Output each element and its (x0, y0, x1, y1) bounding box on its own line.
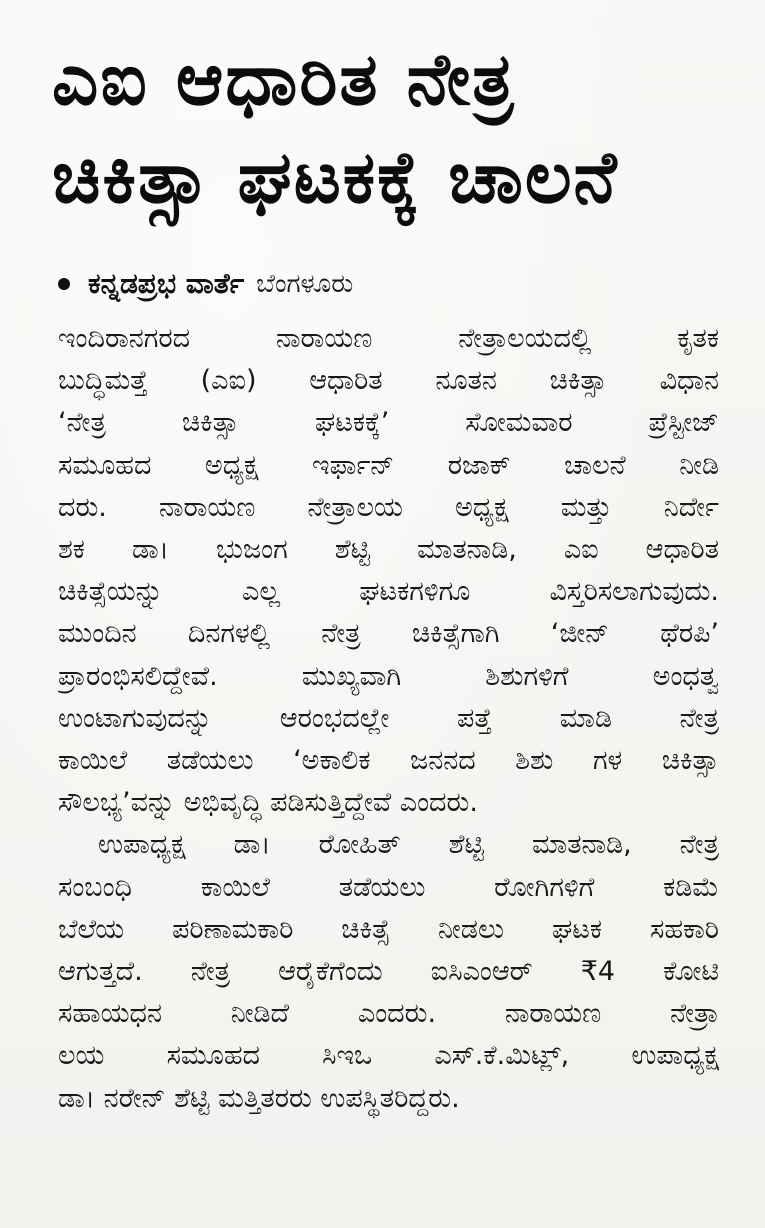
headline (52, 30, 735, 226)
byline (58, 264, 353, 304)
body-line: ಚಿಕಿತ್ಸೆಯನ್ನು ಎಲ್ಲ ಘಟಕಗಳಿಗೂ ವಿಸ್ತರಿಸಲಾಗುವುದು. (58, 576, 719, 608)
body-line: ಸಹಾಯಧನ ನೀಡಿದೆ ಎಂದರು. ನಾರಾಯಣ ನೇತ್ರಾ (58, 998, 719, 1030)
byline-source: ಕನ್ನಡಪ್ರಭ ವಾರ್ತೆ (88, 267, 245, 300)
body-line: ಬುದ್ಧಿಮತ್ತೆ (ಎಐ) ಆಧಾರಿತ ನೂತನ ಚಿಕಿತ್ಸಾ ವಿಧಾನ (58, 365, 719, 397)
body-line: ಮುಂದಿನ ದಿನಗಳಲ್ಲಿ ನೇತ್ರ ಚಿಕಿತ್ಸೆಗಾಗಿ ‘ಜೀನ್ ಥೆರಪಿ’ (58, 618, 719, 650)
body-line: ಆಗುತ್ತದೆ. ನೇತ್ರ ಆರೈಕೆಗೆಂದು ಐಸಿಎಂಆರ್ ₹4 ಕೋಟಿ (58, 956, 719, 988)
body-line: ಸಮೂಹದ ಅಧ್ಯಕ್ಷ ಇರ್ಫಾನ್ ರಜಾಕ್ ಚಾಲನೆ ನೀಡಿ (58, 449, 719, 481)
body-line: ಉಪಾಧ್ಯಕ್ಷ ಡಾ। ರೋಹಿತ್ ಶೆಟ್ಟಿ ಮಾತನಾಡಿ, ನೇತ್ರ (98, 829, 719, 861)
body-line: ಇಂದಿರಾನಗರದ ನಾರಾಯಣ ನೇತ್ರಾಲಯದಲ್ಲಿ ಕೃತಕ (58, 323, 719, 354)
byline-place: ಬೆಂಗಳೂರು (256, 268, 354, 299)
headline-line: ಎಐ ಆಧಾರಿತ ನೇತ್ರ (52, 37, 516, 121)
body-line: ಸಂಬಂಧಿ ಕಾಯಿಲೆ ತಡೆಯಲು ರೋಗಿಗಳಿಗೆ ಕಡಿಮೆ (58, 871, 719, 903)
body-line: ಶಕ ಡಾ। ಭುಜಂಗ ಶೆಟ್ಟಿ ಮಾತನಾಡಿ, ಎಐ ಆಧಾರಿತ (58, 534, 719, 566)
body-line: ಪ್ರಾರಂಭಿಸಲಿದ್ದೇವೆ. ಮುಖ್ಯವಾಗಿ ಶಿಶುಗಳಿಗೆ ಅಂಧತ್ವ (58, 660, 719, 692)
body-line: ಕಾಯಿಲೆ ತಡೆಯಲು ‘ಅಕಾಲಿಕ ಜನನದ ಶಿಶು ಗಳ ಚಿಕಿತ್ಸಾ (58, 745, 719, 777)
body-line: ಬೆಲೆಯ ಪರಿಣಾಮಕಾರಿ ಚಿಕಿತ್ಸೆ ನೀಡಲು ಘಟಕ ಸಹಕಾರಿ (58, 913, 719, 945)
body-line: ಡಾ। ನರೇನ್ ಶೆಟ್ಟಿ ಮತ್ತಿತರರು ಉಪಸ್ಥಿತರಿದ್ದರು. (58, 1082, 460, 1114)
body-line: ಲಯ ಸಮೂಹದ ಸಿಇಒ ಎಸ್.ಕೆ.ಮಿಟ್ಲ್, ಉಪಾಧ್ಯಕ್ಷ (58, 1040, 719, 1072)
article-body (58, 318, 719, 1120)
bullet-icon (58, 278, 70, 290)
body-line: ದರು. ನಾರಾಯಣ ನೇತ್ರಾಲಯ ಅಧ್ಯಕ್ಷ ಮತ್ತು ನಿರ್ದೇ (58, 491, 719, 523)
body-line: ಉಂಟಾಗುವುದನ್ನು ಆರಂಭದಲ್ಲೇ ಪತ್ತೆ ಮಾಡಿ ನೇತ್ರ (58, 702, 719, 734)
headline-line: ಚಿಕಿತ್ಸಾ ಘಟಕಕ್ಕೆ ಚಾಲನೆ (52, 135, 619, 219)
body-line: ‘ನೇತ್ರ ಚಿಕಿತ್ಸಾ ಘಟಕಕ್ಕೆ’ ಸೋಮವಾರ ಪ್ರೆಸ್ಟೀಜ್ (58, 407, 719, 439)
body-line: ಸೌಲಭ್ಯ’ವನ್ನು ಅಭಿವೃದ್ಧಿ ಪಡಿಸುತ್ತಿದ್ದೇವೆ ಎಂದರು. (58, 787, 478, 819)
